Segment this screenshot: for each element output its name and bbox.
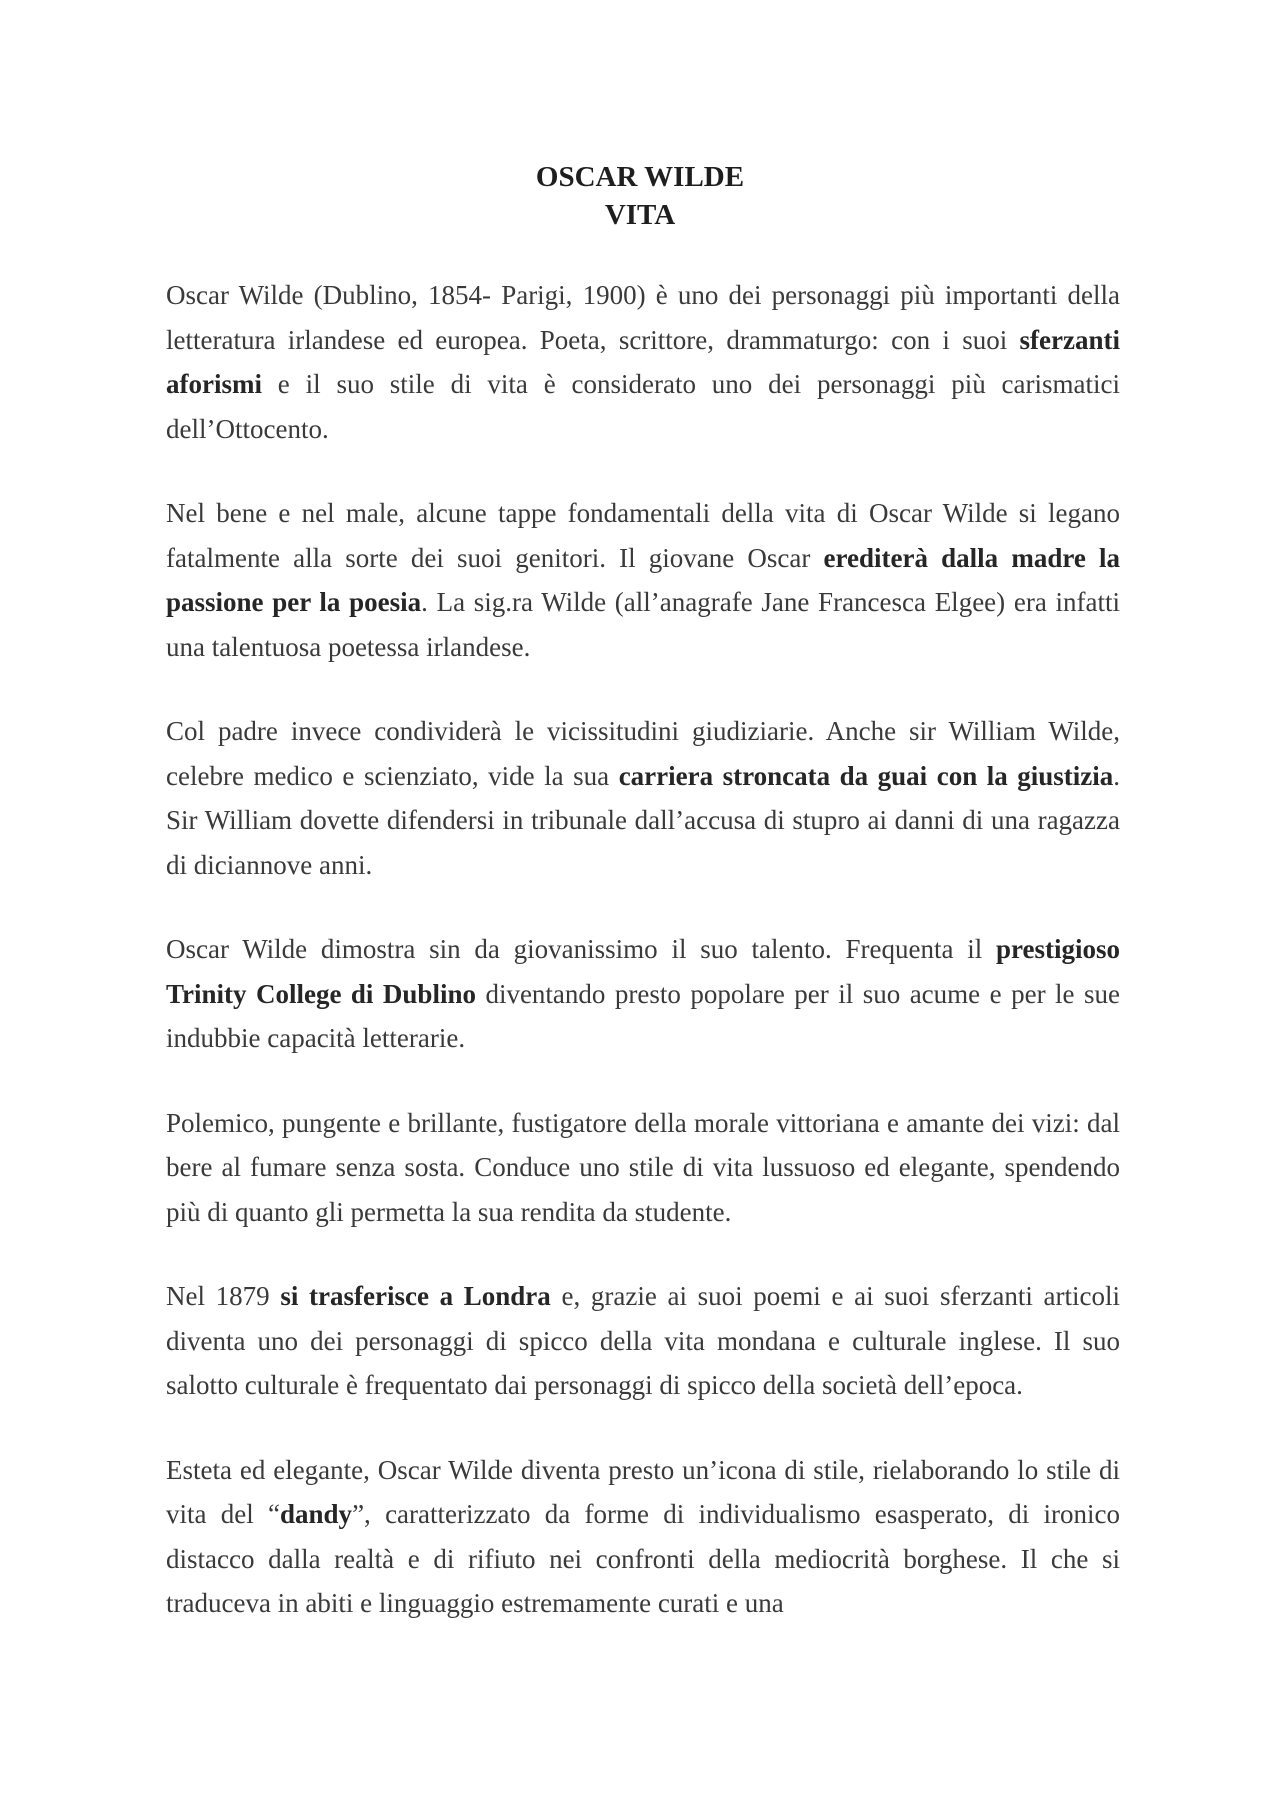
paragraph-text: e, grazie ai suoi poemi e ai suoi sferzanti articoli diventa uno dei personaggi di spicco della vita mondana e culturale inglese. Il suo salotto culturale è frequentato dai personaggi di spicco della società dell’epoca. — [166, 1281, 1121, 1400]
paragraph-6 — [166, 1274, 1120, 1408]
paragraph-text: Nel bene e nel male, alcune tappe fondamentali della vita di Oscar Wilde si legano fatalmente alla sorte dei suoi genitori. Il giovane Oscar — [166, 498, 1120, 573]
paragraph-text: . La sig.ra Wilde (all’anagrafe Jane Francesca Elgee) era infatti una talentuosa poetessa irlandese. — [166, 587, 1120, 662]
paragraph-1 — [166, 273, 1120, 451]
paragraph-text: Polemico, pungente e brillante, fustigatore della morale vittoriana e amante dei vizi: dal bere al fumare senza sosta. Conduce uno stile di vita lussuoso ed elegante, spendendo più di quanto gli permetta la sua rendita da studente. — [166, 1107, 1120, 1227]
paragraph-bold-text: erediterà dalla madre la passione per la poesia — [166, 542, 1120, 617]
paragraph-5 — [166, 1101, 1120, 1235]
paragraph-bold-text: carriera stroncata da guai con la giustizia — [618, 760, 1114, 791]
paragraph-4 — [166, 927, 1120, 1061]
page-subtitle: VITA — [604, 199, 676, 231]
paragraph-2 — [166, 491, 1120, 669]
paragraph-text: Oscar Wilde (Dublino, 1854- Parigi, 1900) è uno dei personaggi più importanti della letteratura irlandese ed europea. Poeta, scrittore, drammaturgo: con i suoi — [166, 280, 1120, 355]
paragraph-text: . Sir William dovette difendersi in tribunale dall’accusa di stupro ai danni di una ragazza di diciannove anni. — [166, 760, 1120, 880]
paragraph-text: e il suo stile di vita è considerato uno dei personaggi più carismatici dell’Ottocento. — [166, 369, 1120, 444]
paragraph-bold-text: sferzanti aforismi — [166, 324, 1120, 399]
paragraph-bold-text: dandy — [280, 1499, 353, 1529]
paragraph-text: Col padre invece condividerà le vicissitudini giudiziarie. Anche sir William Wilde, celebre medico e scienziato, vide la sua — [166, 716, 1120, 791]
paragraph-bold-text: si trasferisce a Londra — [280, 1281, 551, 1311]
page-title: OSCAR WILDE — [535, 161, 745, 193]
paragraph-text: Nel 1879 — [166, 1281, 281, 1311]
paragraph-3 — [166, 709, 1120, 887]
paragraph-text: diventando presto popolare per il suo acume e per le sue indubbie capacità letterarie. — [166, 978, 1120, 1053]
document-heading — [0, 158, 1280, 234]
paragraph-text: Oscar Wilde dimostra sin da giovanissimo il suo talento. Frequenta il — [166, 934, 996, 964]
paragraph-text: Esteta ed elegante, Oscar Wilde diventa presto un’icona di stile, rielaborando lo stile di vita del “ — [166, 1454, 1120, 1529]
paragraph-bold-text: prestigioso Trinity College di Dublino — [166, 934, 1120, 1009]
paragraph-text: ”, caratterizzato da forme di individualismo esasperato, di ironico distacco dalla realtà e di rifiuto nei confronti della mediocrità borghese. Il che si traduceva in abiti e linguaggio estremamente curati e una — [166, 1499, 1120, 1618]
document-body — [166, 273, 1120, 1666]
paragraph-7 — [166, 1448, 1120, 1626]
